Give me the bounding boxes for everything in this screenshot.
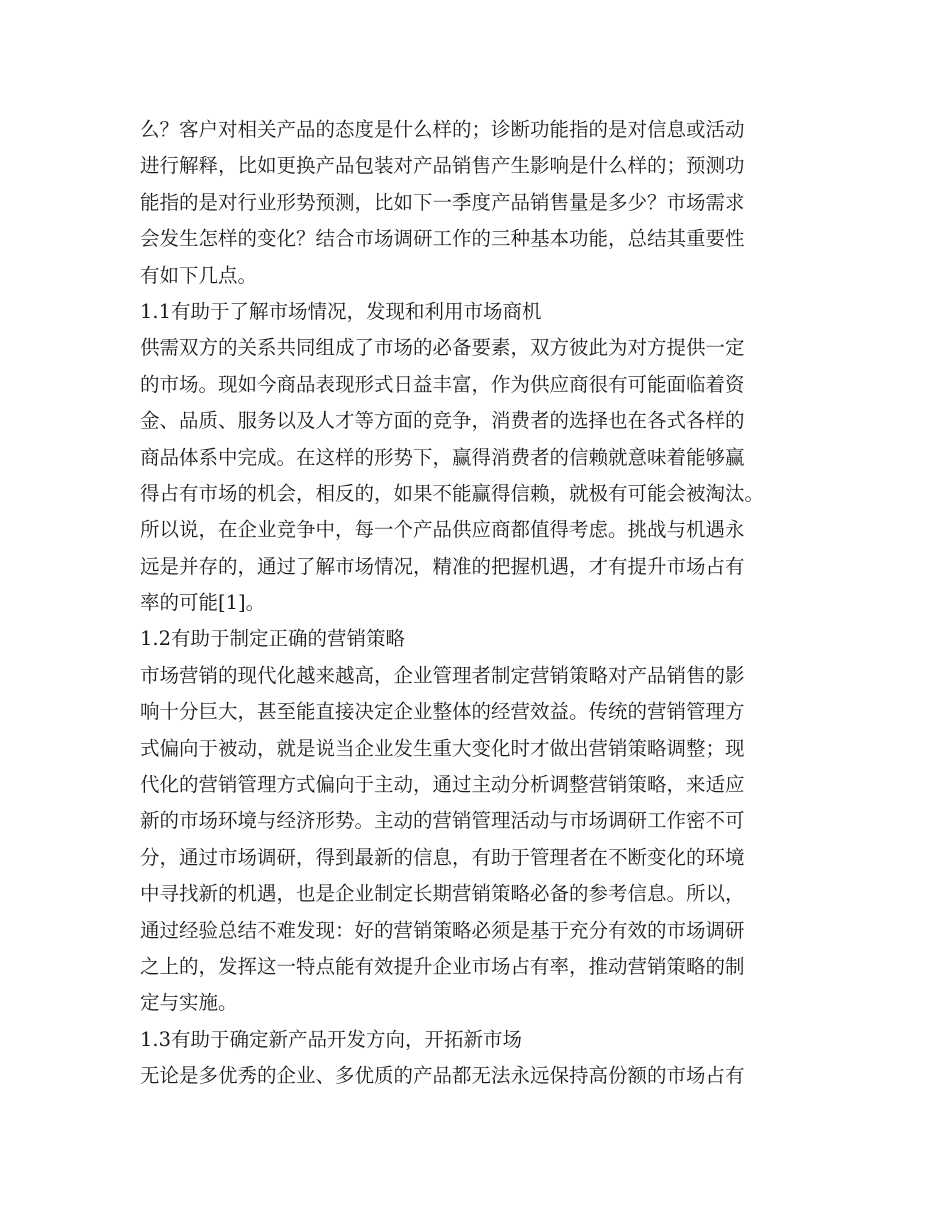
section-heading-1-2: 1.2有助于制定正确的营销策略 [140,627,406,651]
text-line: 中寻找新的机遇，也是企业制定长期营销策略必备的参考信息。所以， [140,882,745,906]
text-line: 式偏向于被动，就是说当企业发生重大变化时才做出营销策略调整；现 [140,736,745,760]
text-line: 响十分巨大，甚至能直接决定企业整体的经营效益。传统的营销管理方 [140,700,745,724]
text-line: 有如下几点。 [140,263,258,287]
text-line: 能指的是对行业形势预测，比如下一季度产品销售量是多少？市场需求 [140,190,745,214]
text-line: 无论是多优秀的企业、多优质的产品都无法永远保持高份额的市场占有 [140,1064,745,1088]
text-line: 金、品质、服务以及人才等方面的竞争，消费者的选择也在各式各样的 [140,409,745,433]
document-body [140,112,830,1095]
text-line: 的市场。现如今商品表现形式日益丰富，作为供应商很有可能面临着资 [140,372,745,396]
section-heading-1-3: 1.3有助于确定新产品开发方向，开拓新市场 [140,1027,523,1051]
text-line: 定与实施。 [140,991,238,1015]
text-line: 新的市场环境与经济形势。主动的营销管理活动与市场调研工作密不可 [140,809,745,833]
text-line: 会发生怎样的变化？结合市场调研工作的三种基本功能，总结其重要性 [140,227,745,251]
text-line: 远是并存的，通过了解市场情况，精准的把握机遇，才有提升市场占有 [140,554,745,578]
text-line: 商品体系中完成。在这样的形势下，赢得消费者的信赖就意味着能够赢 [140,445,745,469]
text-line: 通过经验总结不难发现：好的营销策略必须是基于充分有效的市场调研 [140,918,745,942]
text-line: 进行解释，比如更换产品包装对产品销售产生影响是什么样的；预测功 [140,154,745,178]
text-line: 供需双方的关系共同组成了市场的必备要素，双方彼此为对方提供一定 [140,336,745,360]
text-line: 分，通过市场调研，得到最新的信息，有助于管理者在不断变化的环境 [140,845,745,869]
text-line: 之上的，发挥这一特点能有效提升企业市场占有率，推动营销策略的制 [140,954,745,978]
section-heading-1-1: 1.1有助于了解市场情况，发现和利用市场商机 [140,299,542,323]
text-line: 得占有市场的机会，相反的，如果不能赢得信赖，就极有可能会被淘汰。 [140,481,765,505]
text-line: 所以说，在企业竞争中，每一个产品供应商都值得考虑。挑战与机遇永 [140,518,745,542]
text-line: 么？客户对相关产品的态度是什么样的；诊断功能指的是对信息或活动 [140,118,745,141]
text-line: 代化的营销管理方式偏向于主动，通过主动分析调整营销策略，来适应 [140,773,745,797]
text-line: 率的可能[1]。 [140,591,266,615]
text-line: 市场营销的现代化越来越高，企业管理者制定营销策略对产品销售的影 [140,663,745,687]
